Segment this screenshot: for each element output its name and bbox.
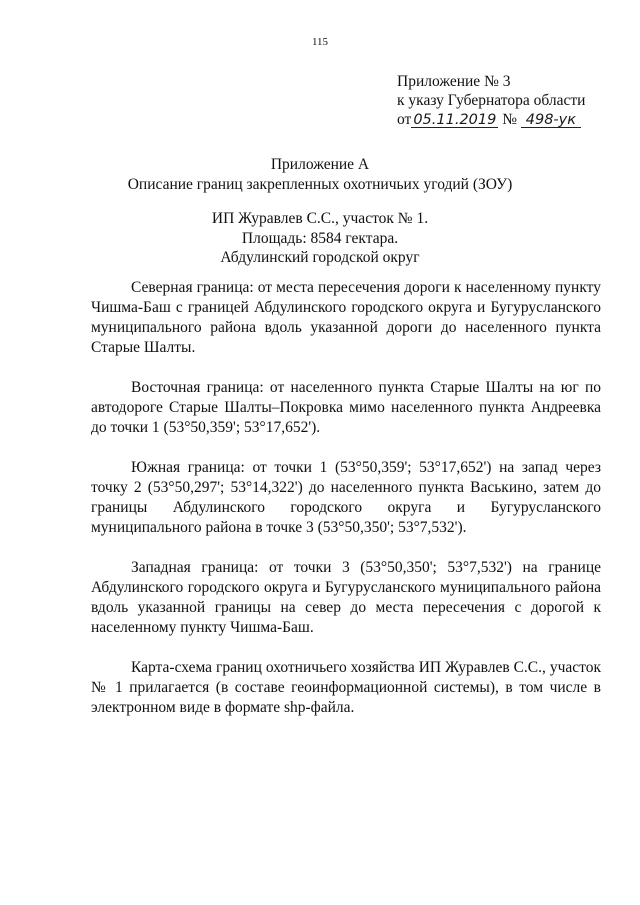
north-border-paragraph: Северная граница: от места пересечения дороги к населенному пункту Чишма-Баш с границей Абдулинского городского округа и Бугурусланского муниципального района вдоль указанной дороги до населенного пункта Старые Шалты. bbox=[91, 279, 601, 356]
document-subtitle: Описание границ закрепленных охотничьих угодий (ЗОУ) bbox=[127, 175, 513, 193]
handwritten-date: 05.11.2019 bbox=[413, 112, 497, 128]
number-prefix: № bbox=[502, 111, 517, 128]
annex-line-1: Приложение № 3 bbox=[397, 73, 511, 90]
document-title: Приложение А bbox=[270, 156, 370, 173]
border-descriptions bbox=[91, 278, 601, 738]
document-header bbox=[0, 155, 640, 194]
date-prefix: от bbox=[397, 111, 412, 128]
decree-reference bbox=[397, 110, 585, 129]
annex-line-2: к указу Губернатора области bbox=[397, 92, 586, 109]
west-border-paragraph: Западная граница: от точки 3 (53°50,350'; 53°7,532') на границе Абдулинского городского округа и Бугурусланского муниципального района вдоль указанной границы на север до места пересечения с дорогой к населенному пункту Чишма-Баш. bbox=[91, 559, 601, 636]
map-note-paragraph: Карта-схема границ охотничьего хозяйства ИП Журавлев С.С., участок № 1 прилагается (в составе геоинформационной системы), в том числе в электронном виде в формате shp-файла. bbox=[91, 659, 601, 716]
plot-area: Площадь: 8584 гектара. bbox=[241, 229, 399, 247]
page-number: 115 bbox=[311, 36, 329, 48]
annex-block bbox=[397, 72, 585, 129]
handwritten-number: 498-ук bbox=[521, 113, 581, 128]
plot-info bbox=[0, 209, 640, 268]
plot-district: Абдулинский городской округ bbox=[220, 249, 420, 266]
south-border-paragraph: Южная граница: от точки 1 (53°50,359'; 53°17,652') на запад через точку 2 (53°50,297'; 53°14,322') до населенного пункта Васькино, затем до границы Абдулинского городского округа и Бугурусланского муниципального района в точке 3 (53°50,350'; 53°7,532'). bbox=[91, 459, 601, 536]
plot-owner: ИП Журавлев С.С., участок № 1. bbox=[211, 210, 429, 227]
east-border-paragraph: Восточная граница: от населенного пункта Старые Шалты на юг по автодороге Старые Шалты–Покровка мимо населенного пункта Андреевка до точки 1 (53°50,359'; 53°17,652'). bbox=[91, 379, 601, 436]
